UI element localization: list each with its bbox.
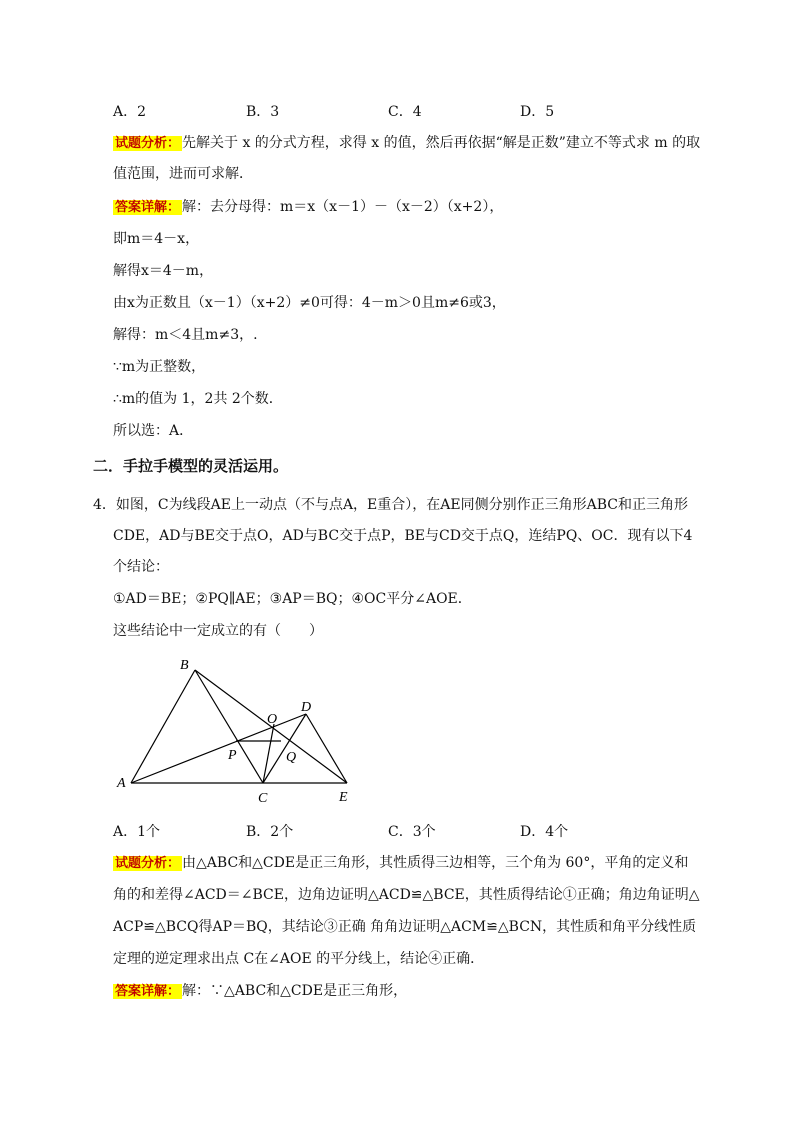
q3-analysis-line-1: [113, 133, 700, 154]
analysis-tag: 试题分析：: [115, 856, 181, 871]
q4-conclusions: ①AD＝BE；②PQ∥AE；③AP＝BQ；④OC平分∠AOE．: [113, 591, 472, 607]
q4-analysis-line-3: ACP≌△BCQ得AP＝BQ，其结论③正确 角角边证明△ACM≌△BCN，其性质和角平分线性质: [113, 919, 697, 935]
label-c: C: [258, 791, 268, 806]
q3-option-d: D．5: [520, 104, 555, 120]
q3-step-5: 解得：m＜4且m≠3，.: [113, 327, 258, 343]
q4-answer-text-1: 解：∵△ABC和△CDE是正三角形，: [182, 983, 408, 999]
segment-bc: [195, 670, 263, 783]
q3-step-1: 解：去分母得：m＝x（x－1）－（x－2）（x+2），: [182, 199, 504, 215]
q4-question: 这些结论中一定成立的有（ ）: [113, 623, 323, 639]
q3-step-3: 解得x＝4－m，: [113, 263, 214, 279]
q3-analysis-text-1: 先解关于 x 的分式方程，求得 x 的值，然后再依据“解是正数”建立不等式求 m 的取: [182, 135, 701, 151]
segment-ad: [131, 714, 306, 783]
analysis-tag: 试题分析：: [115, 136, 181, 151]
label-q: Q: [286, 750, 297, 765]
q3-step-4: 由x为正数且（x－1）（x+2）≠0可得：4－m＞0且m≠6或3，: [113, 295, 506, 311]
q3-step-6: ∵m为正整数，: [113, 359, 206, 375]
q4-answer-line-1: [113, 981, 407, 1002]
q4-option-c: C．3个: [388, 824, 436, 840]
q4-analysis-line-2: 角的和差得∠ACD＝∠BCE，边角边证明△ACD≌△BCE，其性质得结论①正确；角边角证明△: [113, 887, 700, 903]
label-a: A: [117, 776, 126, 791]
geometry-figure: [110, 652, 360, 812]
label-p: P: [228, 748, 237, 763]
q3-step-8: 所以选：A．: [113, 423, 194, 439]
q3-answer-line-1: [113, 197, 503, 218]
label-e: E: [339, 790, 348, 805]
segment-ab: [131, 670, 195, 783]
q3-step-7: ∴m的值为 1，2共 2个数．: [113, 391, 283, 407]
q3-option-c: C．4: [388, 104, 422, 120]
q4-option-d: D．4个: [520, 824, 569, 840]
q3-option-a: A．2: [113, 104, 147, 120]
q4-stem-line-2: CDE，AD与BE交于点O，AD与BC交于点P，BE与CD交于点Q，连结PQ、OC．现有以下4: [113, 528, 693, 544]
answer-tag: 答案详解：: [115, 200, 181, 215]
segment-de: [306, 714, 347, 783]
q4-option-a: A．1个: [113, 824, 161, 840]
q3-step-2: 即m＝4－x，: [113, 231, 200, 247]
label-o: O: [267, 712, 278, 727]
q4-analysis-line-4: 定理的逆定理求出点 C在∠AOE 的平分线上，结论④正确．: [113, 951, 485, 967]
q4-analysis-line-1: [113, 853, 688, 874]
q3-option-b: B．3: [246, 104, 280, 120]
q4-stem-line-1: 4．如图，C为线段AE上一动点（不与点A，E重合），在AE同侧分别作正三角形ABC和正三角形: [93, 497, 688, 513]
q3-analysis-line-2: 值范围，进而可求解．: [113, 166, 253, 182]
q4-option-b: B．2个: [246, 824, 294, 840]
q4-stem-line-3: 个结论：: [113, 559, 169, 575]
label-b: B: [180, 658, 189, 673]
q4-analysis-text-1: 由△ABC和△CDE是正三角形，其性质得三边相等，三个角为 60°，平角的定义和: [182, 855, 689, 871]
label-d: D: [301, 700, 312, 715]
answer-tag: 答案详解：: [115, 984, 181, 999]
section-heading: 二．手拉手模型的灵活运用。: [93, 457, 289, 475]
